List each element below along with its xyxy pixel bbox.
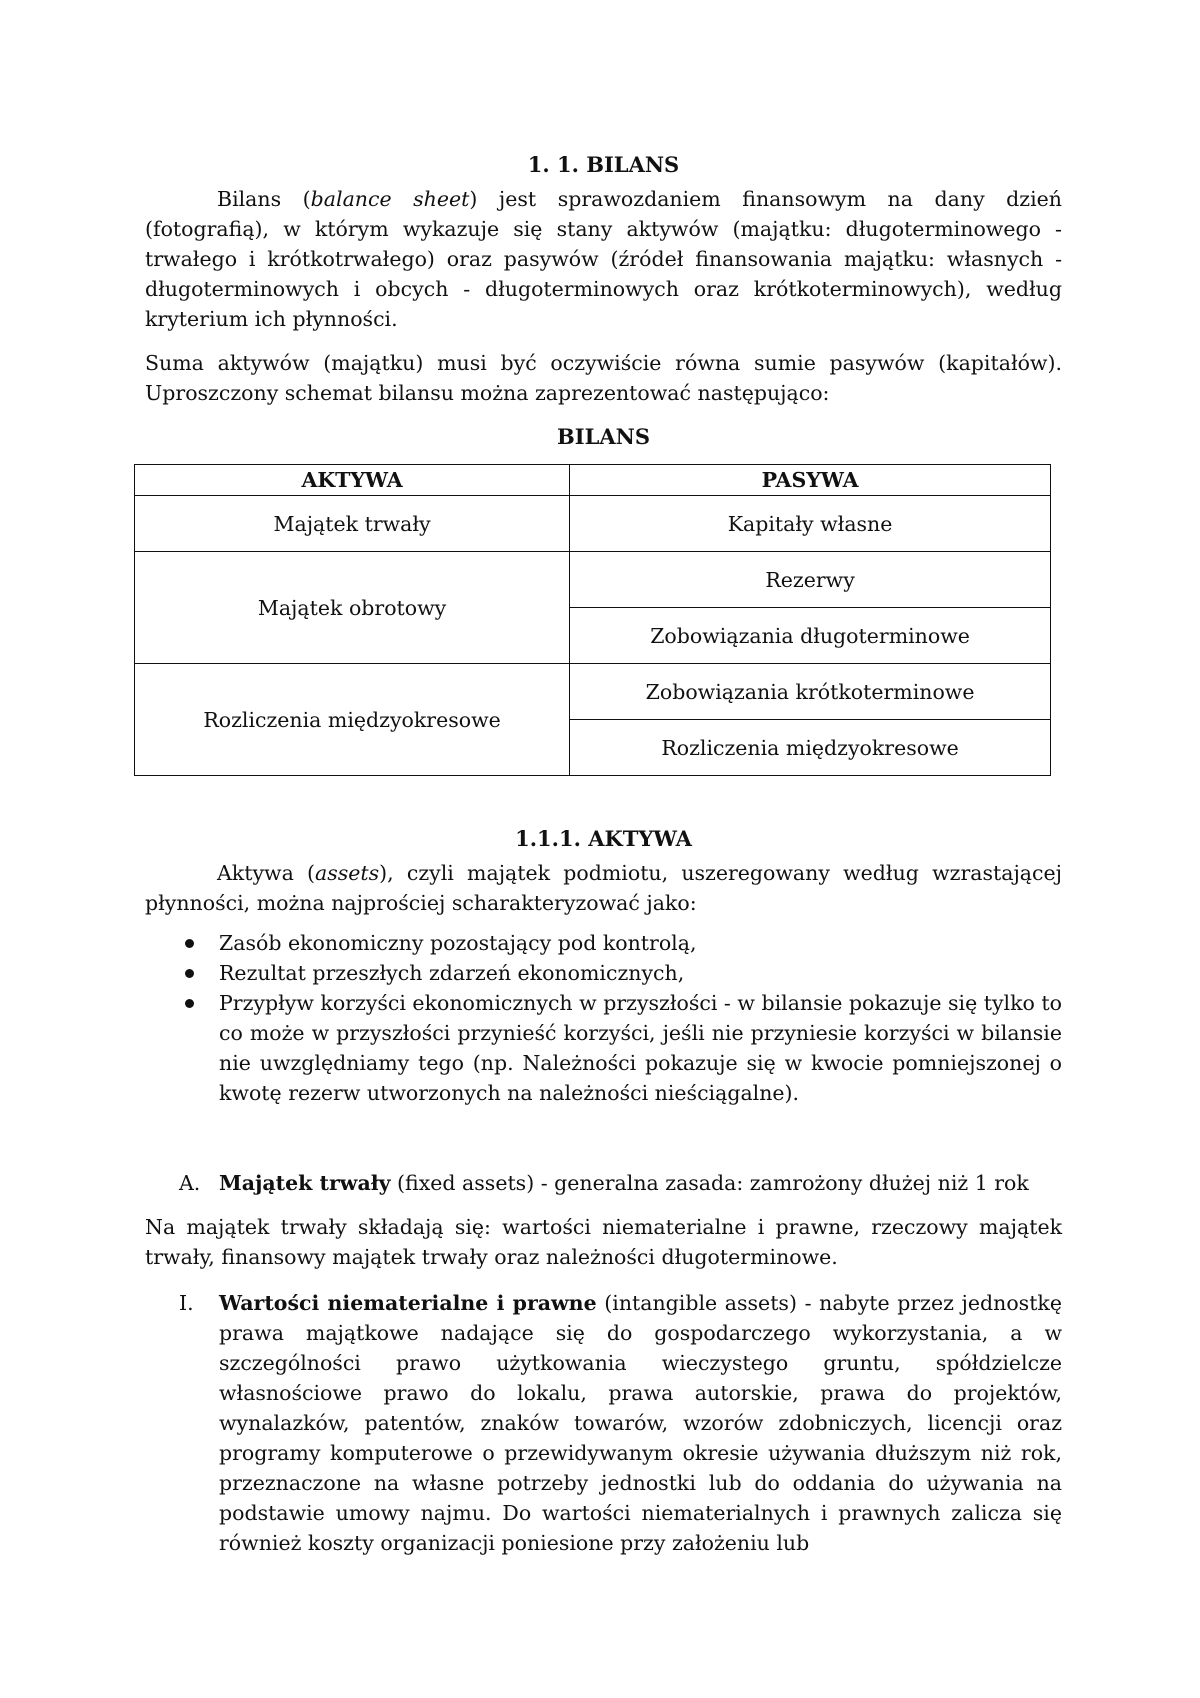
list-item: Zasób ekonomiczny pozostający pod kontrolą, <box>145 928 1062 958</box>
table-row <box>135 496 1051 552</box>
list-item: Rezultat przeszłych zdarzeń ekonomicznych, <box>145 958 1062 988</box>
list-item: Przypływ korzyści ekonomicznych w przyszłości - w bilansie pokazuje się tylko to co może w przyszłości przynieść korzyści, jeśli nie przyniesie korzyści w bilansie nie uwzględniamy tego (np. Należności pokazuje się w kwocie pomniejszonej o kwotę rezerw utworzonych na należności nieściągalne). <box>145 988 1062 1108</box>
table-title: BILANS <box>557 424 650 449</box>
intro-italic-term: balance sheet <box>310 187 470 211</box>
cell-rozliczenia-pasywa: Rozliczenia międzyokresowe <box>570 720 1051 776</box>
aktywa-bullet-list <box>145 928 1062 1108</box>
header-pasywa: PASYWA <box>570 465 1051 496</box>
intro-text-start: Bilans ( <box>217 187 311 211</box>
section-a-heading <box>145 1168 1062 1198</box>
aktywa-title: 1.1.1. AKTYWA <box>515 826 692 851</box>
section-i-paragraph <box>145 1288 1062 1558</box>
section-a-description: Na majątek trwały składają się: wartości niematerialne i prawne, rzeczowy majątek trwały, finansowy majątek trwały oraz należności długoterminowe. <box>145 1215 1062 1269</box>
cell-zobowiazania-krotkoterminowe: Zobowiązania krótkoterminowe <box>570 664 1051 720</box>
header-aktywa: AKTYWA <box>135 465 570 496</box>
cell-majatek-trwaly: Majątek trwały <box>135 496 570 552</box>
section-a-rest: (fixed assets) - generalna zasada: zamrożony dłużej niż 1 rok <box>390 1171 1029 1195</box>
intro-paragraph-2: Suma aktywów (majątku) musi być oczywiście równa sumie pasywów (kapitałów). Uproszczony schemat bilansu można zaprezentować następująco: <box>145 351 1062 405</box>
document-page <box>145 150 1062 1558</box>
table-header-row <box>135 465 1051 496</box>
cell-kapitaly-wlasne: Kapitały własne <box>570 496 1051 552</box>
aktywa-intro <box>145 858 1062 918</box>
cell-rezerwy: Rezerwy <box>570 552 1051 608</box>
section-a-marker: A. <box>179 1171 201 1195</box>
aktywa-intro-rest: ), czyli majątek podmiotu, uszeregowany według wzrastającej płynności, można najprościej scharakteryzować jako: <box>145 861 1062 915</box>
intro-text-rest: ) jest sprawozdaniem finansowym na dany dzień (fotografią), w którym wykazuje się stany aktywów (majątku: długoterminowego - trwałego i krótkotrwałego) oraz pasywów (źródeł finansowania majątku: własnych - długoterminowych i obcych - długoterminowych oraz krótkoterminowych), według kryterium ich płynności. <box>145 187 1063 331</box>
aktywa-intro-start: Aktywa ( <box>217 861 316 885</box>
cell-rozliczenia-aktywa: Rozliczenia międzyokresowe <box>135 664 570 776</box>
aktywa-italic-term: assets <box>315 861 380 885</box>
cell-majatek-obrotowy: Majątek obrotowy <box>135 552 570 664</box>
table-row <box>135 664 1051 720</box>
table-row <box>135 552 1051 608</box>
section-i-rest: (intangible assets) - nabyte przez jednostkę prawa majątkowe nadające się do gospodarczego wykorzystania, a w szczególności prawo użytkowania wieczystego gruntu, spółdzielcze własnościowe prawo do lokalu, prawa autorskie, prawa do projektów, wynalazków, patentów, znaków towarów, wzorów zdobniczych, licencji oraz programy komputerowe o przewidywanym okresie używania dłuższym niż rok, przeznaczone na własne potrzeby jednostki lub do oddania do używania na podstawie umowy najmu. Do wartości niematerialnych i prawnych zalicza się również koszty organizacji poniesione przy założeniu lub <box>219 1291 1062 1555</box>
section-i-marker: I. <box>179 1291 194 1315</box>
section-a-title: Majątek trwały <box>219 1171 391 1195</box>
section-i-title: Wartości niematerialne i prawne <box>219 1291 597 1315</box>
balance-table <box>134 464 1051 776</box>
cell-zobowiazania-dlugoterminowe: Zobowiązania długoterminowe <box>570 608 1051 664</box>
intro-paragraph-1 <box>145 184 1062 334</box>
section-title: 1. 1. BILANS <box>527 152 680 177</box>
